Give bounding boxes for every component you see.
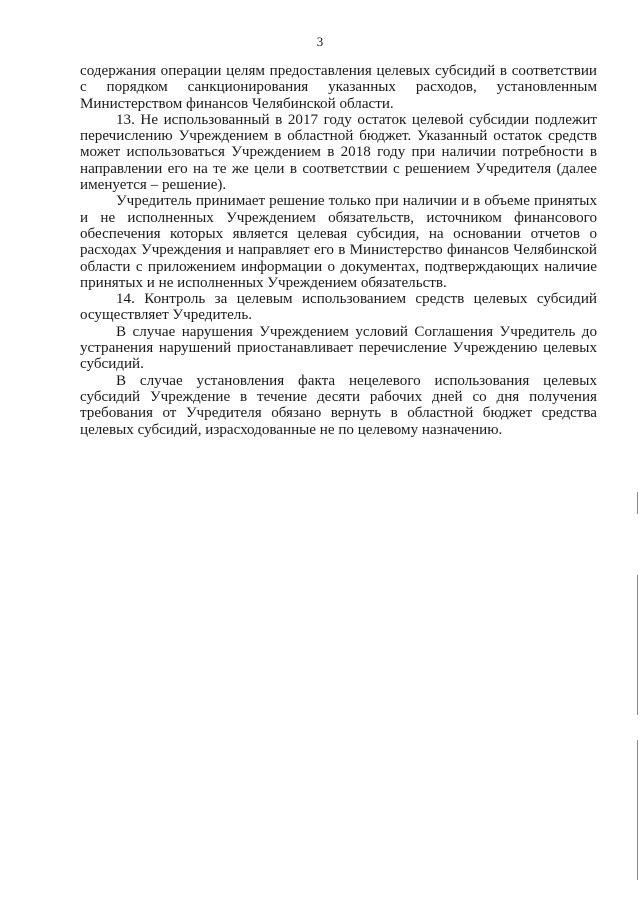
paragraph-clause-13: 13. Не использованный в 2017 году остаток целевой субсидии подлежит перечислению Учреждением в областной бюджет. Указанный остаток средств может использоваться Учреждением в 2018 году при наличии потребности в направлении его на те же цели в соответствии с решением Учредителя (далее именуется – решение). (80, 111, 597, 194)
paragraph-misuse-refund: В случае установления факта нецелевого использования целевых субсидий Учреждение в течение десяти рабочих дней со дня получения требования от Учредителя обязано вернуть в областной бюджет средства целевых субсидий, израсходованные не по целевому назначению. (80, 372, 597, 438)
scan-edge-mark (637, 740, 638, 880)
paragraph-founder-decision: Учредитель принимает решение только при наличии и в объеме принятых и не исполненных Учреждением обязательств, источником финансового обеспечения которых является целевая субсидия, на основании отчетов о расходах Учреждения и направляет его в Министерство финансов Челябинской области с приложением информации о документах, подтверждающих наличие принятых и не исполненных Учреждением обязательств. (80, 193, 597, 291)
scan-edge-mark (637, 492, 638, 514)
document-body (80, 63, 597, 438)
paragraph-continuation: содержания операции целям предоставления целевых субсидий в соответствии с порядком санкционирования указанных расходов, установленным Министерством финансов Челябинской области. (80, 63, 597, 112)
page-number: 3 (316, 34, 324, 49)
paragraph-violation: В случае нарушения Учреждением условий Соглашения Учредитель до устранения нарушений приостанавливает перечисление Учреждению целевых субсидий. (80, 323, 597, 373)
scan-edge-mark (637, 575, 638, 715)
paragraph-clause-14: 14. Контроль за целевым использованием средств целевых субсидий осуществляет Учредитель. (80, 291, 597, 324)
